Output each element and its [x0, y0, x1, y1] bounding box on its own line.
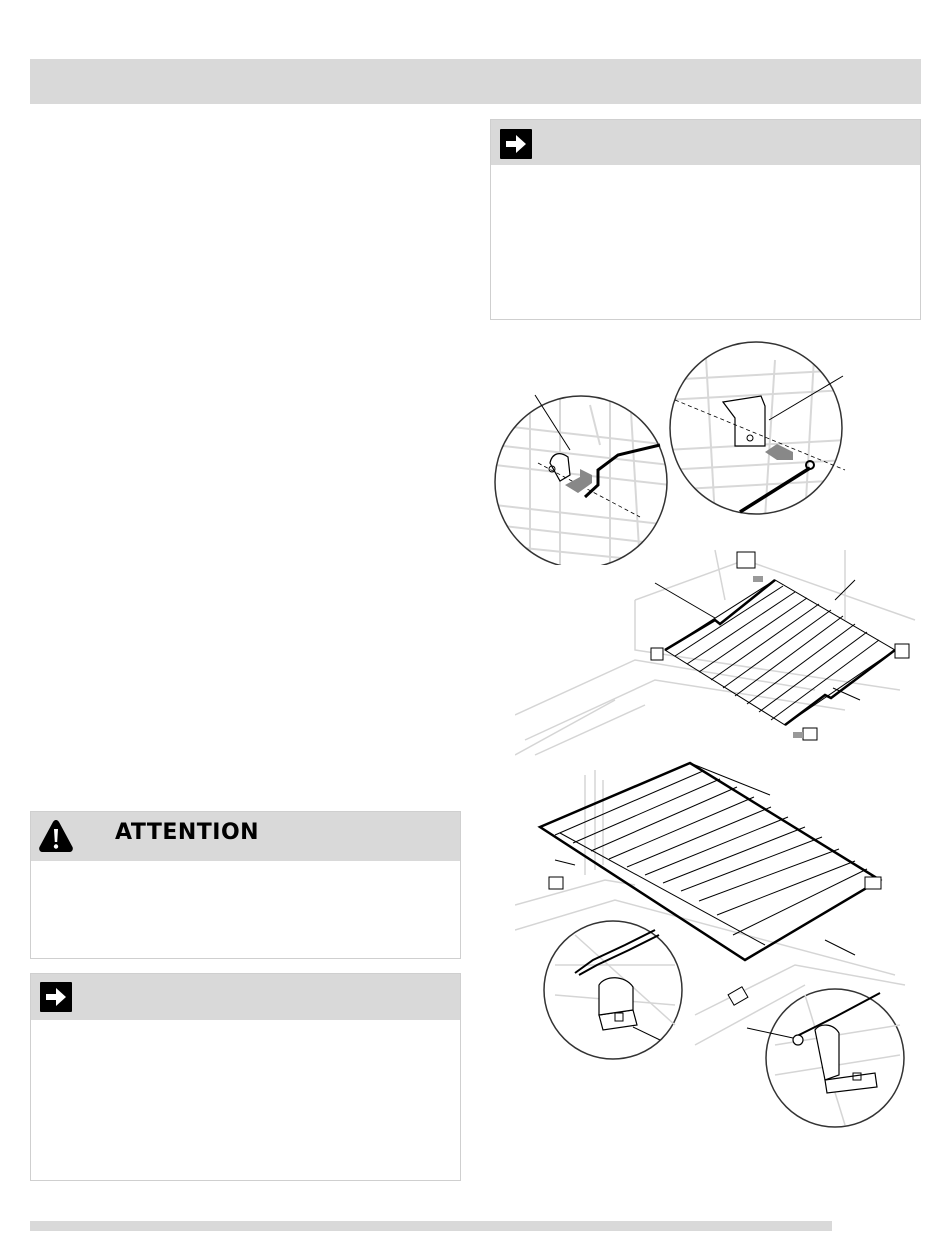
note-box-bottom-header	[31, 974, 460, 1020]
rack-extended-diagram	[515, 755, 910, 1135]
attention-label: ATTENTION	[115, 820, 260, 845]
arrow-right-icon	[500, 129, 532, 159]
rack-bracket-detail-right	[665, 340, 847, 518]
rack-bracket-detail-left	[490, 385, 675, 565]
attention-box	[30, 811, 461, 959]
note-box-top-header	[491, 120, 920, 165]
warning-triangle-icon	[37, 818, 75, 854]
attention-box-header	[31, 812, 460, 861]
arrow-right-icon	[40, 982, 72, 1012]
note-box-bottom	[30, 973, 461, 1181]
rack-installation-diagram	[515, 540, 925, 760]
page-header-banner	[30, 59, 921, 104]
page-footer-bar	[30, 1221, 832, 1231]
note-box-top	[490, 119, 921, 320]
